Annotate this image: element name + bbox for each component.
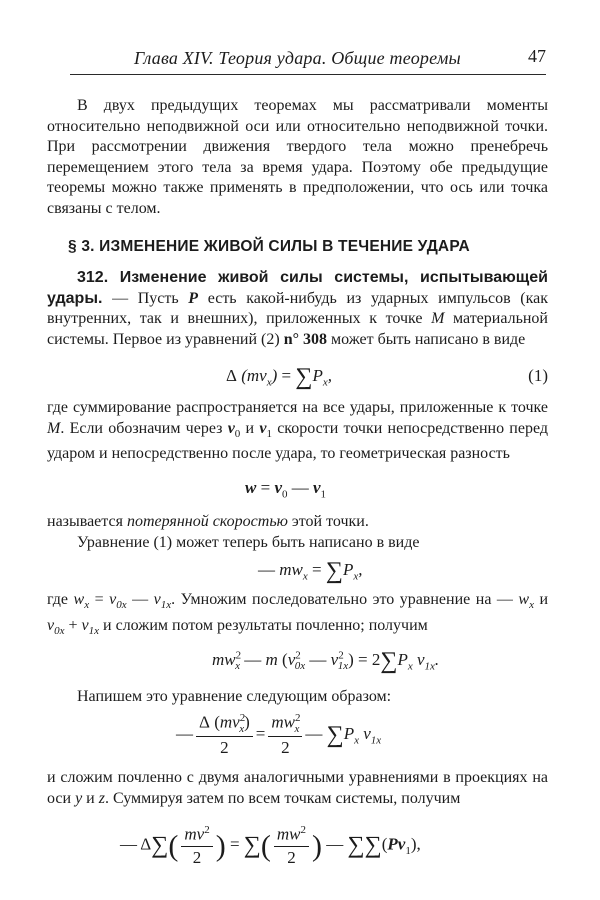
article-heading: 312. Изменение живой силы системы, испытывающей удары. <box>47 269 548 307</box>
section-title: § 3. ИЗМЕНЕНИЕ ЖИВОЙ СИЛЫ В ТЕЧЕНИЕ УДАРА <box>68 238 470 255</box>
paragraph-5: где $w_x = v_{0x}$ — $v_{1x}$. Умножим последовательно это уравнение на — $w_x$ и $v_{0x} + v_{1x}$ и сложим потом результаты почленно; получим <box>47 591 549 637</box>
paragraph-6: Напишем это уравнение следующим образом: <box>77 688 392 705</box>
paragraph-2: где суммирование распространяется на все удары, приложенные к точке M. Если обозначим через $v_0$ и $v_1$ скорости точки непосредственно перед ударом и непосредственно после удара, то геометрическая разность <box>47 399 549 463</box>
equation-4: — $\frac{\Delta (mv^2_x)}{2}$ = $\frac{mw^2_x}{2}$ — $\sum P_x$ $v_{1x}$ <box>176 712 382 758</box>
equation-2: — $mw_x = \sum P_x$, <box>258 558 363 584</box>
paragraph-7: и сложим почленно с двумя аналогичными уравнениями в проекциях на оси y и z. Суммируя затем по всем точкам системы, получим <box>47 769 548 807</box>
equation-w: $w = v_0$ — $v_1$ <box>245 478 327 501</box>
article-paragraph: 312. Изменение живой силы системы, испытывающей удары. — Пусть P есть какой-нибудь из ударных импульсов (как внутренних, так и внешних), приложенных к точке M материальной системы. Первое из уравнений (2) n° 308 может быть написано в виде <box>47 269 549 348</box>
equation-1: Δ $(mv_x) = \sum P_x$, <box>226 364 332 390</box>
equation-1-number: (1) <box>528 366 548 385</box>
running-head: Глава XIV. Теория удара. Общие теоремы <box>134 48 461 68</box>
page-header <box>70 48 546 76</box>
page-number: 47 <box>528 46 546 66</box>
header-rule <box>70 74 546 75</box>
paragraph-3: называется потерянной скоростью этой точки. <box>47 513 369 530</box>
equation-5: — Δ∑( $\frac{mv^2}{2}$ ) = ∑( $\frac{mw^2}{2}$ ) — $\sum\sum(Pv_1)$, <box>120 824 421 867</box>
term-lost-velocity: потерянной скоростью <box>126 513 288 530</box>
equation-3: $mw^2_x$ — m ($v^2_{0x}$ — $v^2_{1x}) = 2\sum P_x$ $v_{1x}$. <box>212 648 440 674</box>
intro-paragraph: В двух предыдущих теоремах мы рассматривали моменты относительно неподвижной оси или относительно неподвижной точки. При рассмотрении движения твердого тела можно пренебречь перемещением этого тела за время удара. Поэтому обе предыдущие теоремы можно также применять в предположении, что ось или точка связаны с телом. <box>47 97 548 217</box>
paragraph-4: Уравнение (1) может теперь быть написано в виде <box>77 534 420 551</box>
